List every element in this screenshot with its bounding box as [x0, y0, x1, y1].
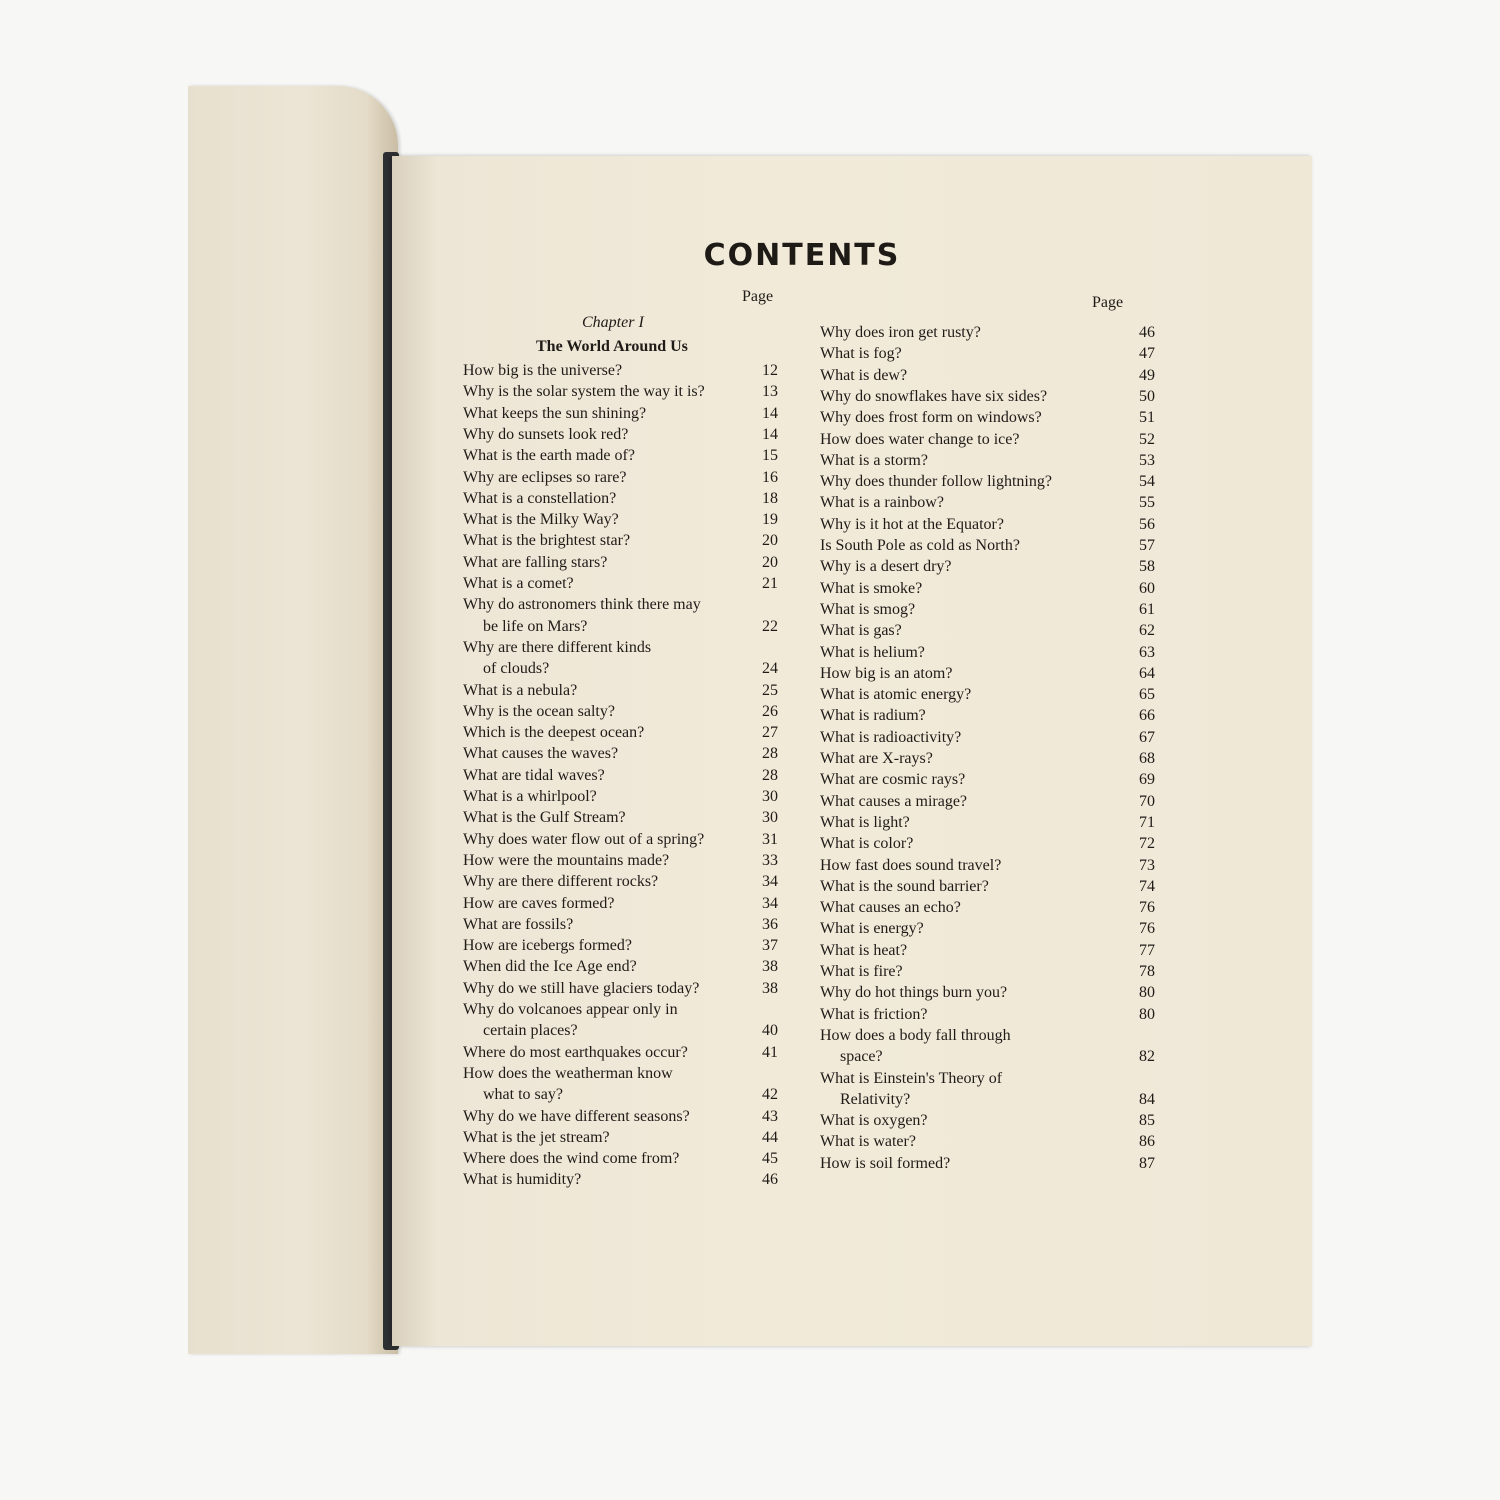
toc-question: Why do we have different seasons? — [463, 1107, 690, 1125]
toc-page-number: 78 — [1139, 963, 1155, 980]
toc-page-number: 30 — [762, 809, 778, 827]
toc-question: What is the Milky Way? — [463, 511, 619, 529]
toc-page-number: 49 — [1139, 366, 1155, 384]
toc-question: What is water? — [820, 1133, 916, 1151]
toc-question: Why does frost form on windows? — [820, 409, 1042, 427]
toc-page-number: 16 — [762, 468, 778, 486]
toc-question: Why do astronomers think there may — [463, 596, 701, 614]
contents-title: CONTENTS — [703, 238, 901, 273]
toc-question: What causes an echo? — [820, 899, 961, 917]
toc-page-number: 84 — [1139, 1090, 1155, 1108]
toc-page-number: 68 — [1139, 750, 1155, 767]
toc-page-number: 76 — [1139, 899, 1155, 917]
toc-page-number: 77 — [1139, 941, 1155, 959]
toc-page-number: 66 — [1139, 707, 1155, 725]
toc-question: What is oxygen? — [820, 1112, 928, 1130]
toc-page-number: 46 — [762, 1171, 778, 1189]
toc-page-number: 15 — [762, 447, 778, 465]
toc-question: Why are there different rocks? — [463, 873, 659, 891]
toc-page-number: 47 — [1139, 345, 1155, 363]
toc-page-number: 82 — [1139, 1048, 1155, 1066]
toc-question: What is energy? — [820, 920, 924, 938]
toc-question: What is a nebula? — [463, 681, 578, 699]
toc-question: What is a rainbow? — [820, 494, 944, 512]
toc-question: Where does the wind come from? — [463, 1150, 680, 1168]
toc-page-number: 86 — [1139, 1133, 1155, 1151]
toc-page-number: 43 — [762, 1107, 778, 1125]
toc-question: Why are there different kinds — [463, 638, 652, 656]
toc-question: What is the sound barrier? — [820, 877, 989, 895]
toc-page-number: 80 — [1139, 984, 1155, 1002]
toc-page-number: 76 — [1139, 920, 1155, 938]
toc-question: What are X-rays? — [820, 750, 933, 767]
toc-question: How fast does sound travel? — [820, 856, 1002, 874]
toc-page-number: 52 — [1139, 430, 1155, 448]
toc-question: How does water change to ice? — [820, 430, 1020, 448]
toc-question: What is a comet? — [463, 575, 574, 592]
toc-question: What is color? — [820, 835, 914, 853]
toc-page-number: 57 — [1139, 537, 1155, 554]
toc-question: Why does iron get rusty? — [820, 324, 981, 341]
toc-page-number: 74 — [1139, 877, 1155, 895]
toc-question: How were the mountains made? — [463, 851, 670, 869]
toc-question: Why does water flow out of a spring? — [463, 830, 705, 848]
toc-page-number: 14 — [762, 425, 778, 443]
toc-question: Why do volcanoes appear only in — [463, 1001, 678, 1018]
toc-page-number: 37 — [762, 937, 778, 955]
toc-question: What is a whirlpool? — [463, 788, 597, 805]
toc-question: What is the jet stream? — [463, 1128, 610, 1146]
toc-question: Why is the ocean salty? — [463, 702, 615, 720]
toc-page-number: 25 — [762, 681, 778, 699]
toc-question: What is the brightest star? — [463, 532, 631, 550]
toc-page-number: 69 — [1139, 771, 1155, 789]
toc-question: What are cosmic rays? — [820, 771, 966, 789]
toc-question: What is gas? — [820, 622, 902, 640]
toc-question: What causes the waves? — [463, 745, 619, 763]
toc-question: How big is the universe? — [463, 362, 623, 379]
contents-page — [392, 156, 1312, 1346]
toc-question: What is dew? — [820, 366, 908, 384]
toc-page-number: 71 — [1139, 813, 1155, 831]
toc-question: What is helium? — [820, 643, 925, 661]
toc-page-number: 33 — [762, 851, 778, 869]
toc-question: What is fire? — [820, 963, 903, 980]
toc-page-number: 36 — [762, 915, 778, 933]
toc-page-number: 18 — [762, 489, 778, 507]
toc-question: Why do we still have glaciers today? — [463, 979, 700, 997]
toc-page-number: 42 — [762, 1086, 778, 1104]
toc-question: What causes a mirage? — [820, 792, 968, 810]
toc-page-number: 64 — [1139, 664, 1155, 682]
toc-page-number: 14 — [762, 404, 778, 422]
toc-page-number: 50 — [1139, 387, 1155, 405]
toc-question: What are falling stars? — [463, 553, 608, 571]
toc-question: What are fossils? — [463, 915, 574, 933]
toc-question: What keeps the sun shining? — [463, 404, 647, 422]
toc-page-number: 31 — [762, 830, 778, 848]
toc-question: What is Einstein's Theory of — [820, 1069, 1003, 1087]
toc-page-number: 44 — [762, 1128, 778, 1146]
toc-page-number: 34 — [762, 894, 778, 912]
toc-page-number: 28 — [762, 745, 778, 763]
toc-question: What is a storm? — [820, 451, 928, 469]
toc-page-number: 30 — [762, 788, 778, 805]
toc-page-number: 61 — [1139, 600, 1155, 618]
toc-page-number: 85 — [1139, 1112, 1155, 1130]
toc-question-continuation: certain places? — [483, 1022, 578, 1040]
toc-question: What is atomic energy? — [820, 686, 972, 704]
toc-question: Why do hot things burn you? — [820, 984, 1008, 1002]
toc-question: When did the Ice Age end? — [463, 958, 637, 976]
toc-page-number: 62 — [1139, 622, 1155, 640]
chapter-number: Chapter I — [582, 314, 644, 331]
toc-question: What are tidal waves? — [463, 766, 605, 784]
toc-question: What is the earth made of? — [463, 447, 635, 465]
toc-question: What is the Gulf Stream? — [463, 809, 626, 827]
toc-page-number: 70 — [1139, 792, 1155, 810]
toc-question: What is a constellation? — [463, 489, 617, 507]
toc-page-number: 38 — [762, 979, 778, 997]
toc-question: What is radioactivity? — [820, 728, 962, 746]
toc-question: Why do sunsets look red? — [463, 425, 629, 443]
toc-page-number: 87 — [1139, 1154, 1155, 1172]
toc-question-continuation: of clouds? — [483, 660, 550, 678]
toc-question: What is radium? — [820, 707, 926, 725]
toc-page-number: 45 — [762, 1150, 778, 1168]
toc-page-number: 56 — [1139, 515, 1155, 533]
toc-question: Why does thunder follow lightning? — [820, 473, 1052, 491]
toc-page-number: 38 — [762, 958, 778, 976]
toc-page-number: 63 — [1139, 643, 1155, 661]
toc-page-number: 19 — [762, 511, 778, 529]
toc-question: Why is a desert dry? — [820, 558, 952, 576]
toc-page-number: 60 — [1139, 579, 1155, 597]
toc-question: How does the weatherman know — [463, 1064, 673, 1082]
toc-page-number: 27 — [762, 724, 778, 742]
toc-question: Why do snowflakes have six sides? — [820, 387, 1048, 405]
toc-page-number: 65 — [1139, 686, 1155, 704]
toc-page-number: 53 — [1139, 451, 1155, 469]
toc-page-number: 80 — [1139, 1005, 1155, 1023]
toc-question-continuation: space? — [840, 1048, 883, 1066]
toc-page-number: 21 — [762, 575, 778, 592]
toc-question: What is light? — [820, 813, 910, 831]
toc-page-number: 72 — [1139, 835, 1155, 853]
toc-question: How are icebergs formed? — [463, 937, 632, 955]
toc-question-continuation: what to say? — [483, 1086, 563, 1104]
toc-question: Which is the deepest ocean? — [463, 724, 645, 742]
page-content — [392, 156, 1312, 1346]
toc-page-number: 46 — [1139, 324, 1155, 341]
toc-question: Is South Pole as cold as North? — [820, 537, 1020, 554]
toc-page-number: 28 — [762, 766, 778, 784]
toc-question: How does a body fall through — [820, 1026, 1011, 1044]
right-page-header: Page — [1092, 294, 1124, 311]
toc-page-number: 13 — [762, 383, 778, 401]
toc-question: How big is an atom? — [820, 664, 953, 682]
chapter-title: The World Around Us — [536, 338, 688, 355]
toc-question: What is friction? — [820, 1005, 928, 1023]
toc-page-number: 24 — [762, 660, 778, 678]
toc-page-number: 26 — [762, 702, 778, 720]
toc-question: What is fog? — [820, 345, 902, 363]
toc-question: Why is it hot at the Equator? — [820, 515, 1004, 533]
toc-page-number: 40 — [762, 1022, 778, 1040]
toc-page-number: 58 — [1139, 558, 1155, 576]
toc-question: What is humidity? — [463, 1171, 582, 1189]
toc-page-number: 20 — [762, 532, 778, 550]
toc-page-number: 12 — [762, 362, 778, 379]
left-page — [188, 86, 398, 1354]
toc-question: Why are eclipses so rare? — [463, 468, 627, 486]
toc-page-number: 73 — [1139, 856, 1155, 874]
toc-page-number: 55 — [1139, 494, 1155, 512]
toc-page-number: 20 — [762, 553, 778, 571]
toc-question: How is soil formed? — [820, 1154, 951, 1172]
toc-question: What is smoke? — [820, 579, 923, 597]
toc-question: Where do most earthquakes occur? — [463, 1043, 688, 1061]
toc-question: How are caves formed? — [463, 894, 615, 912]
toc-page-number: 54 — [1139, 473, 1155, 491]
toc-page-number: 51 — [1139, 409, 1155, 427]
toc-page-number: 22 — [762, 617, 778, 635]
toc-page-number: 67 — [1139, 728, 1155, 746]
toc-page-number: 41 — [762, 1043, 778, 1061]
toc-page-number: 34 — [762, 873, 778, 891]
toc-question: Why is the solar system the way it is? — [463, 383, 705, 401]
toc-question: What is heat? — [820, 941, 908, 959]
left-page-header: Page — [742, 288, 774, 305]
toc-question-continuation: be life on Mars? — [483, 617, 588, 635]
toc-question-continuation: Relativity? — [840, 1090, 911, 1108]
toc-question: What is smog? — [820, 600, 916, 618]
